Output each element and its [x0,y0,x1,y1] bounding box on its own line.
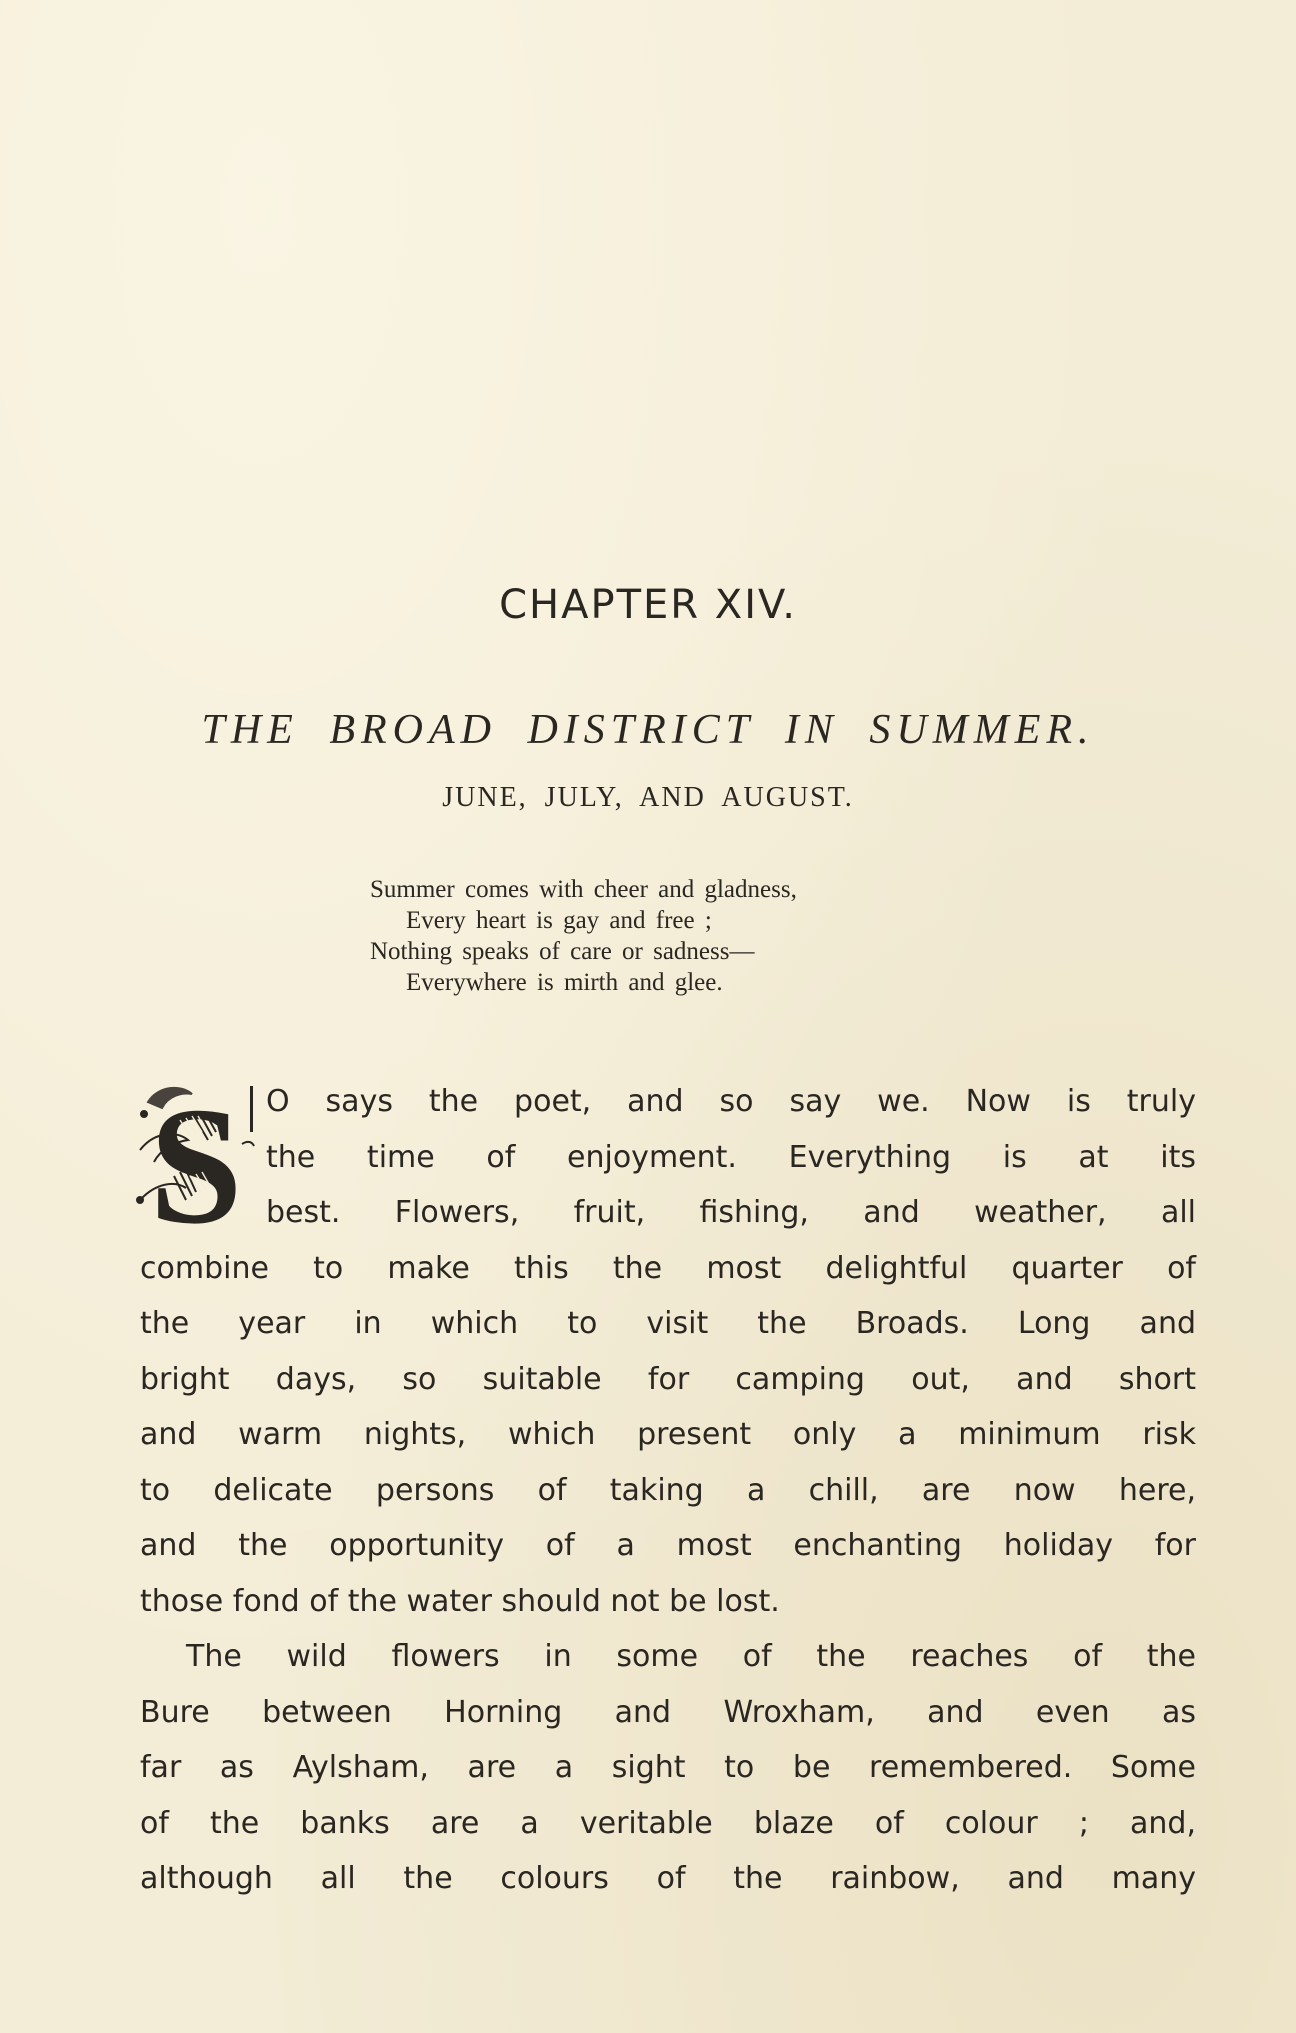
ornamental-dropcap-s-icon [134,1080,260,1238]
paragraph-line: to delicate persons of taking a chill, are now here, [140,1472,1196,1508]
chapter-heading: CHAPTER XIV. [499,582,797,628]
poem-line: Every heart is gay and free ; [406,907,712,934]
epigraph-poem [370,874,1010,998]
poem-line: Summer comes with cheer and gladness, [370,876,797,903]
poem-line: Everywhere is mirth and glee. [406,969,723,996]
paragraph-line: and warm nights, which present only a minimum risk [140,1417,1196,1452]
paragraph-line: combine to make this the most delightful quarter of [140,1250,1196,1286]
paragraph-line: those fond of the water should not be lost. [140,1583,780,1619]
poem-line: Nothing speaks of care or sadness— [370,938,755,965]
paragraph-line: although all the colours of the rainbow, and many [140,1861,1196,1896]
paragraph-line: far as Aylsham, are a sight to be remembered. Some [140,1750,1196,1785]
paragraph-line: and the opportunity of a most enchanting holiday for [140,1528,1196,1563]
paragraph-line: The wild flowers in some of the reaches of the [186,1639,1196,1674]
body-text [140,1074,1196,1907]
chapter-title: THE BROAD DISTRICT IN SUMMER. [201,707,1095,753]
dropcap-letter: S [149,1080,243,1238]
paragraph-line: Bure between Horning and Wroxham, and even as [140,1694,1196,1730]
chapter-subtitle-months: JUNE, JULY, AND AUGUST. [442,782,854,813]
paragraph-line: O says the poet, and so say we. Now is truly [266,1084,1196,1119]
paragraph-line: best. Flowers, fruit, fishing, and weather, all [266,1195,1196,1230]
paragraph-line: bright days, so suitable for camping out, and short [140,1361,1196,1397]
paragraph-line: the time of enjoyment. Everything is at its [266,1139,1196,1175]
paragraph-line: the year in which to visit the Broads. Long and [140,1306,1196,1341]
paragraph-line: of the banks are a veritable blaze of colour ; and, [140,1805,1196,1841]
